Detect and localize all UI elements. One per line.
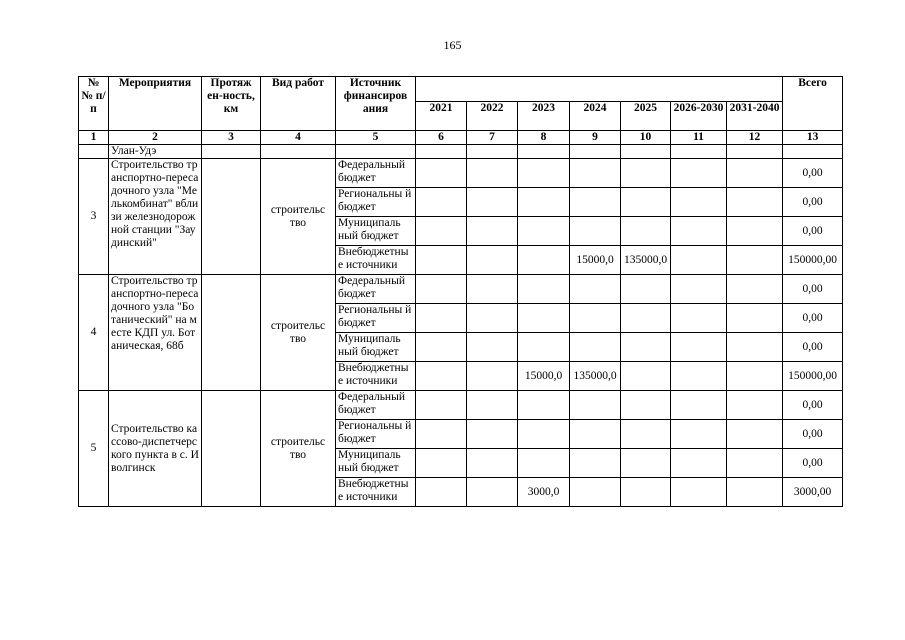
year-value-cell — [621, 159, 671, 188]
year-value-cell — [570, 217, 621, 246]
year-value-cell — [416, 159, 467, 188]
funding-source: Федеральный бюджет — [336, 275, 416, 304]
total-value-cell: 150000,00 — [783, 246, 843, 275]
year-value-cell — [570, 391, 621, 420]
funding-source: Внебюджетны е источники — [336, 246, 416, 275]
total-value-cell: 3000,00 — [783, 478, 843, 507]
year-value-cell — [671, 420, 727, 449]
year-value-cell: 3000,0 — [518, 478, 570, 507]
year-value-cell — [518, 391, 570, 420]
year-header: 2031-2040 — [727, 102, 783, 131]
funding-source: Внебюджетны е источники — [336, 478, 416, 507]
year-value-cell — [467, 362, 518, 391]
total-value-cell: 0,00 — [783, 217, 843, 246]
year-value-cell — [570, 449, 621, 478]
funding-source: Муниципаль ный бюджет — [336, 333, 416, 362]
year-value-cell — [671, 246, 727, 275]
year-header: 2026-2030 — [671, 102, 727, 131]
table-row — [79, 275, 843, 304]
year-value-cell — [671, 275, 727, 304]
continuation-row — [79, 145, 843, 159]
column-number: 2 — [109, 131, 202, 145]
year-value-cell — [671, 449, 727, 478]
column-number: 3 — [202, 131, 261, 145]
year-value-cell — [621, 362, 671, 391]
project-length — [202, 159, 261, 275]
year-value-cell — [518, 188, 570, 217]
year-value-cell — [570, 420, 621, 449]
year-value-cell — [727, 362, 783, 391]
year-value-cell — [727, 246, 783, 275]
year-value-cell — [416, 420, 467, 449]
year-value-cell — [727, 304, 783, 333]
header-work-type: Вид работ — [261, 77, 336, 131]
year-value-cell — [570, 275, 621, 304]
year-value-cell — [416, 362, 467, 391]
total-value-cell: 0,00 — [783, 333, 843, 362]
column-number: 4 — [261, 131, 336, 145]
total-value-cell: 0,00 — [783, 449, 843, 478]
header-total: Всего — [783, 77, 843, 131]
project-work-type: строительс тво — [261, 391, 336, 507]
year-value-cell — [621, 449, 671, 478]
year-value-cell — [621, 188, 671, 217]
year-header: 2024 — [570, 102, 621, 131]
year-value-cell — [671, 391, 727, 420]
year-value-cell — [467, 275, 518, 304]
year-value-cell — [570, 188, 621, 217]
year-value-cell — [671, 362, 727, 391]
total-value-cell: 0,00 — [783, 391, 843, 420]
project-work-type: строительс тво — [261, 159, 336, 275]
column-number: 12 — [727, 131, 783, 145]
column-number: 5 — [336, 131, 416, 145]
year-value-cell — [727, 478, 783, 507]
year-value-cell — [518, 275, 570, 304]
year-value-cell — [671, 304, 727, 333]
year-value-cell — [570, 304, 621, 333]
year-value-cell — [727, 275, 783, 304]
year-value-cell — [518, 449, 570, 478]
funding-source: Региональны й бюджет — [336, 304, 416, 333]
funding-source: Федеральный бюджет — [336, 159, 416, 188]
year-value-cell — [518, 217, 570, 246]
project-work-type: строительс тво — [261, 275, 336, 391]
project-length — [202, 275, 261, 391]
year-value-cell — [570, 159, 621, 188]
year-value-cell — [416, 246, 467, 275]
project-number: 3 — [79, 159, 109, 275]
project-number: 5 — [79, 391, 109, 507]
table-row — [79, 159, 843, 188]
year-value-cell — [621, 304, 671, 333]
year-value-cell — [621, 478, 671, 507]
year-value-cell — [467, 217, 518, 246]
column-number: 9 — [570, 131, 621, 145]
year-value-cell: 15000,0 — [570, 246, 621, 275]
year-value-cell: 135000,0 — [621, 246, 671, 275]
column-number: 7 — [467, 131, 518, 145]
column-numbers-row — [79, 131, 843, 145]
year-value-cell — [671, 333, 727, 362]
year-value-cell — [518, 333, 570, 362]
year-value-cell — [621, 275, 671, 304]
year-value-cell — [570, 333, 621, 362]
year-value-cell — [416, 391, 467, 420]
year-header: 2023 — [518, 102, 570, 131]
funding-source: Муниципаль ный бюджет — [336, 217, 416, 246]
year-value-cell — [727, 449, 783, 478]
funding-source: Внебюджетны е источники — [336, 362, 416, 391]
year-value-cell — [518, 420, 570, 449]
year-value-cell — [416, 478, 467, 507]
year-value-cell — [416, 449, 467, 478]
column-number: 13 — [783, 131, 843, 145]
year-value-cell — [727, 217, 783, 246]
year-value-cell — [467, 420, 518, 449]
year-value-cell — [671, 217, 727, 246]
table-row — [79, 391, 843, 420]
funding-source: Региональны й бюджет — [336, 420, 416, 449]
year-value-cell — [416, 217, 467, 246]
header-years-group — [416, 77, 783, 102]
page-number: 165 — [443, 38, 462, 52]
year-value-cell — [467, 391, 518, 420]
project-name: Строительство транспортно-пересадочного узла "Ботанический" на месте КДП ул. Ботаническая, 68б — [109, 275, 202, 391]
year-value-cell — [621, 391, 671, 420]
project-length — [202, 391, 261, 507]
year-value-cell — [621, 420, 671, 449]
year-header: 2021 — [416, 102, 467, 131]
year-value-cell — [416, 304, 467, 333]
total-value-cell: 0,00 — [783, 420, 843, 449]
year-value-cell — [727, 391, 783, 420]
year-header: 2025 — [621, 102, 671, 131]
year-value-cell — [570, 478, 621, 507]
year-value-cell — [416, 188, 467, 217]
year-value-cell — [671, 159, 727, 188]
column-number: 11 — [671, 131, 727, 145]
project-name: Строительство транспортно-пересадочного узла "Мелькомбинат" вблизи железнодорожной станции "Заудинский" — [109, 159, 202, 275]
column-number: 10 — [621, 131, 671, 145]
year-value-cell — [467, 449, 518, 478]
year-value-cell — [467, 478, 518, 507]
year-value-cell — [727, 420, 783, 449]
year-header: 2022 — [467, 102, 518, 131]
year-value-cell — [727, 188, 783, 217]
year-value-cell — [621, 333, 671, 362]
year-value-cell — [467, 304, 518, 333]
project-name: Строительство кассово-диспетчерского пункта в с. Иволгинск — [109, 391, 202, 507]
financing-table — [78, 76, 843, 507]
project-number: 4 — [79, 275, 109, 391]
funding-source: Региональны й бюджет — [336, 188, 416, 217]
year-value-cell — [467, 246, 518, 275]
year-value-cell: 15000,0 — [518, 362, 570, 391]
funding-source: Муниципаль ный бюджет — [336, 449, 416, 478]
year-value-cell — [518, 246, 570, 275]
year-value-cell — [518, 304, 570, 333]
header-activities: Мероприятия — [109, 77, 202, 131]
column-number: 8 — [518, 131, 570, 145]
total-value-cell: 0,00 — [783, 188, 843, 217]
continuation-text: Улан-Удэ — [109, 145, 202, 159]
year-value-cell — [416, 333, 467, 362]
column-number: 1 — [79, 131, 109, 145]
header-length: Протяж ен-ность, км — [202, 77, 261, 131]
total-value-cell: 150000,00 — [783, 362, 843, 391]
year-value-cell — [727, 159, 783, 188]
year-value-cell — [416, 275, 467, 304]
year-value-cell — [467, 188, 518, 217]
column-number: 6 — [416, 131, 467, 145]
year-value-cell — [518, 159, 570, 188]
total-value-cell: 0,00 — [783, 159, 843, 188]
total-value-cell: 0,00 — [783, 304, 843, 333]
year-value-cell — [467, 159, 518, 188]
total-value-cell: 0,00 — [783, 275, 843, 304]
header-source: Источник финансиров ания — [336, 77, 416, 131]
year-value-cell — [671, 478, 727, 507]
header-number: № № п/п — [79, 77, 109, 131]
year-value-cell — [671, 188, 727, 217]
year-value-cell — [467, 333, 518, 362]
year-value-cell — [727, 333, 783, 362]
funding-source: Федеральный бюджет — [336, 391, 416, 420]
year-value-cell — [621, 217, 671, 246]
year-value-cell: 135000,0 — [570, 362, 621, 391]
